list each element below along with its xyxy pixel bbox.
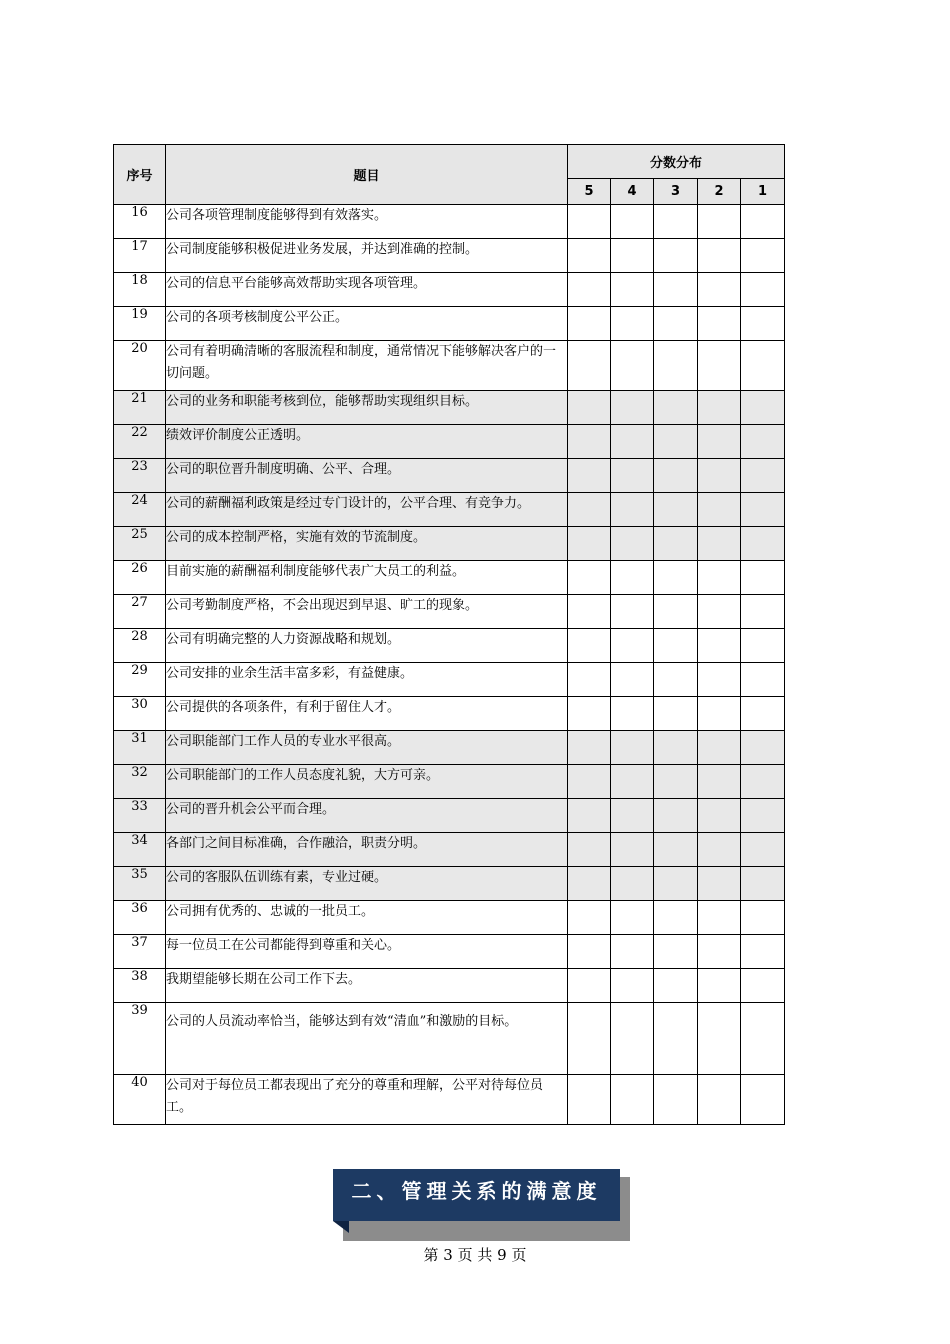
score-cell-2[interactable] <box>698 833 741 867</box>
score-cell-2[interactable] <box>698 629 741 663</box>
score-cell-2[interactable] <box>698 341 741 391</box>
score-cell-5[interactable] <box>568 1075 611 1125</box>
score-cell-1[interactable] <box>741 799 785 833</box>
score-cell-3[interactable] <box>654 527 698 561</box>
score-cell-5[interactable] <box>568 561 611 595</box>
score-cell-4[interactable] <box>611 459 654 493</box>
score-header-4: 4 <box>611 179 654 205</box>
table-row <box>114 391 785 425</box>
score-cell-2[interactable] <box>698 425 741 459</box>
score-cell-1[interactable] <box>741 459 785 493</box>
question-header: 题目 <box>166 145 568 205</box>
score-header-2: 2 <box>698 179 741 205</box>
row-number: 30 <box>114 697 166 731</box>
score-cell-2[interactable] <box>698 731 741 765</box>
score-cell-3[interactable] <box>654 969 698 1003</box>
question-text: 公司考勤制度严格，不会出现迟到早退、旷工的现象。 <box>166 595 568 629</box>
score-cell-5[interactable] <box>568 273 611 307</box>
score-cell-3[interactable] <box>654 629 698 663</box>
score-header-3: 3 <box>654 179 698 205</box>
score-cell-1[interactable] <box>741 1075 785 1125</box>
score-cell-5[interactable] <box>568 867 611 901</box>
score-cell-4[interactable] <box>611 901 654 935</box>
score-cell-3[interactable] <box>654 425 698 459</box>
row-number: 26 <box>114 561 166 595</box>
question-text: 公司拥有优秀的、忠诚的一批员工。 <box>166 901 568 935</box>
score-cell-3[interactable] <box>654 697 698 731</box>
question-text: 公司有着明确清晰的客服流程和制度，通常情况下能够解决客户的一切问题。 <box>166 341 568 391</box>
table-row <box>114 459 785 493</box>
table-row <box>114 901 785 935</box>
score-cell-2[interactable] <box>698 697 741 731</box>
score-cell-3[interactable] <box>654 867 698 901</box>
score-cell-4[interactable] <box>611 697 654 731</box>
score-cell-5[interactable] <box>568 341 611 391</box>
score-cell-3[interactable] <box>654 561 698 595</box>
row-number: 23 <box>114 459 166 493</box>
score-cell-3[interactable] <box>654 663 698 697</box>
score-cell-1[interactable] <box>741 561 785 595</box>
score-cell-3[interactable] <box>654 1003 698 1075</box>
score-cell-2[interactable] <box>698 273 741 307</box>
score-cell-4[interactable] <box>611 239 654 273</box>
score-cell-2[interactable] <box>698 1003 741 1075</box>
row-number: 34 <box>114 833 166 867</box>
question-text: 我期望能够长期在公司工作下去。 <box>166 969 568 1003</box>
score-cell-4[interactable] <box>611 273 654 307</box>
score-cell-3[interactable] <box>654 239 698 273</box>
row-number: 38 <box>114 969 166 1003</box>
score-cell-5[interactable] <box>568 1003 611 1075</box>
score-cell-3[interactable] <box>654 307 698 341</box>
score-cell-5[interactable] <box>568 425 611 459</box>
score-cell-5[interactable] <box>568 765 611 799</box>
score-cell-1[interactable] <box>741 1003 785 1075</box>
score-cell-4[interactable] <box>611 833 654 867</box>
score-cell-4[interactable] <box>611 493 654 527</box>
score-cell-1[interactable] <box>741 663 785 697</box>
score-cell-3[interactable] <box>654 341 698 391</box>
score-cell-2[interactable] <box>698 969 741 1003</box>
score-cell-1[interactable] <box>741 833 785 867</box>
score-cell-5[interactable] <box>568 493 611 527</box>
score-cell-2[interactable] <box>698 307 741 341</box>
score-header-5: 5 <box>568 179 611 205</box>
score-cell-4[interactable] <box>611 341 654 391</box>
score-cell-1[interactable] <box>741 935 785 969</box>
score-cell-3[interactable] <box>654 205 698 239</box>
score-cell-5[interactable] <box>568 731 611 765</box>
score-cell-2[interactable] <box>698 799 741 833</box>
table-row <box>114 493 785 527</box>
table-row <box>114 697 785 731</box>
score-cell-1[interactable] <box>741 341 785 391</box>
score-cell-3[interactable] <box>654 493 698 527</box>
row-number: 29 <box>114 663 166 697</box>
score-cell-1[interactable] <box>741 425 785 459</box>
row-number: 28 <box>114 629 166 663</box>
score-cell-4[interactable] <box>611 595 654 629</box>
section-banner: 二、管理关系的满意度 <box>333 1169 620 1221</box>
score-cell-5[interactable] <box>568 527 611 561</box>
score-cell-4[interactable] <box>611 205 654 239</box>
score-cell-2[interactable] <box>698 527 741 561</box>
score-cell-1[interactable] <box>741 205 785 239</box>
score-cell-3[interactable] <box>654 1075 698 1125</box>
score-cell-4[interactable] <box>611 867 654 901</box>
table-row <box>114 273 785 307</box>
table-row <box>114 595 785 629</box>
question-text: 公司的业务和职能考核到位，能够帮助实现组织目标。 <box>166 391 568 425</box>
table-row <box>114 425 785 459</box>
score-cell-1[interactable] <box>741 493 785 527</box>
score-cell-2[interactable] <box>698 595 741 629</box>
row-number: 37 <box>114 935 166 969</box>
row-number: 36 <box>114 901 166 935</box>
row-number: 20 <box>114 341 166 391</box>
question-text: 公司对于每位员工都表现出了充分的尊重和理解，公平对待每位员工。 <box>166 1075 568 1125</box>
score-cell-2[interactable] <box>698 391 741 425</box>
question-text: 公司有明确完整的人力资源战略和规划。 <box>166 629 568 663</box>
table-row <box>114 663 785 697</box>
score-cell-4[interactable] <box>611 799 654 833</box>
score-cell-3[interactable] <box>654 799 698 833</box>
table-row <box>114 239 785 273</box>
row-number: 32 <box>114 765 166 799</box>
question-text: 每一位员工在公司都能得到尊重和关心。 <box>166 935 568 969</box>
row-number: 19 <box>114 307 166 341</box>
score-cell-3[interactable] <box>654 935 698 969</box>
table-row <box>114 969 785 1003</box>
score-cell-4[interactable] <box>611 307 654 341</box>
score-cell-1[interactable] <box>741 273 785 307</box>
score-cell-1[interactable] <box>741 307 785 341</box>
score-cell-1[interactable] <box>741 867 785 901</box>
score-cell-5[interactable] <box>568 799 611 833</box>
question-text: 公司各项管理制度能够得到有效落实。 <box>166 205 568 239</box>
question-text: 公司提供的各项条件，有利于留住人才。 <box>166 697 568 731</box>
score-cell-4[interactable] <box>611 425 654 459</box>
score-cell-2[interactable] <box>698 561 741 595</box>
table-row <box>114 867 785 901</box>
question-text: 公司的职位晋升制度明确、公平、合理。 <box>166 459 568 493</box>
question-text: 公司的薪酬福利政策是经过专门设计的，公平合理、有竞争力。 <box>166 493 568 527</box>
score-cell-3[interactable] <box>654 595 698 629</box>
table-row <box>114 731 785 765</box>
score-cell-5[interactable] <box>568 833 611 867</box>
score-cell-4[interactable] <box>611 629 654 663</box>
score-cell-2[interactable] <box>698 663 741 697</box>
table-row <box>114 765 785 799</box>
table-row <box>114 799 785 833</box>
score-cell-5[interactable] <box>568 697 611 731</box>
survey-table <box>113 144 785 1125</box>
score-cell-5[interactable] <box>568 307 611 341</box>
table-row <box>114 1003 785 1075</box>
score-header-1: 1 <box>741 179 785 205</box>
score-cell-4[interactable] <box>611 663 654 697</box>
question-text: 公司的晋升机会公平而合理。 <box>166 799 568 833</box>
question-text: 公司的成本控制严格，实施有效的节流制度。 <box>166 527 568 561</box>
table-row <box>114 307 785 341</box>
score-cell-1[interactable] <box>741 391 785 425</box>
score-cell-2[interactable] <box>698 493 741 527</box>
score-cell-3[interactable] <box>654 765 698 799</box>
question-text: 公司的信息平台能够高效帮助实现各项管理。 <box>166 273 568 307</box>
row-number: 40 <box>114 1075 166 1125</box>
page-footer: 第 3 页 共 9 页 <box>423 1246 527 1264</box>
table-row <box>114 561 785 595</box>
score-cell-1[interactable] <box>741 901 785 935</box>
question-text: 公司的各项考核制度公平公正。 <box>166 307 568 341</box>
score-cell-5[interactable] <box>568 205 611 239</box>
row-number: 22 <box>114 425 166 459</box>
score-cell-2[interactable] <box>698 765 741 799</box>
score-cell-4[interactable] <box>611 969 654 1003</box>
question-text: 公司安排的业余生活丰富多彩，有益健康。 <box>166 663 568 697</box>
score-group-header: 分数分布 <box>568 145 785 179</box>
row-number: 33 <box>114 799 166 833</box>
score-cell-3[interactable] <box>654 901 698 935</box>
row-number: 27 <box>114 595 166 629</box>
score-cell-4[interactable] <box>611 391 654 425</box>
question-text: 公司的人员流动率恰当，能够达到有效“清血”和激励的目标。 <box>166 1003 568 1075</box>
score-cell-5[interactable] <box>568 629 611 663</box>
row-number: 39 <box>114 1003 166 1075</box>
row-number: 25 <box>114 527 166 561</box>
score-cell-5[interactable] <box>568 901 611 935</box>
score-cell-5[interactable] <box>568 239 611 273</box>
score-cell-5[interactable] <box>568 935 611 969</box>
question-text: 目前实施的薪酬福利制度能够代表广大员工的利益。 <box>166 561 568 595</box>
score-cell-5[interactable] <box>568 595 611 629</box>
score-cell-3[interactable] <box>654 833 698 867</box>
question-rows <box>114 205 785 1125</box>
score-cell-4[interactable] <box>611 765 654 799</box>
table-row <box>114 833 785 867</box>
score-cell-1[interactable] <box>741 629 785 663</box>
question-text: 各部门之间目标准确，合作融洽，职责分明。 <box>166 833 568 867</box>
question-text: 公司的客服队伍训练有素，专业过硬。 <box>166 867 568 901</box>
score-cell-2[interactable] <box>698 205 741 239</box>
table-row <box>114 629 785 663</box>
score-cell-5[interactable] <box>568 459 611 493</box>
table-row <box>114 341 785 391</box>
score-cell-2[interactable] <box>698 459 741 493</box>
row-number: 18 <box>114 273 166 307</box>
row-number: 31 <box>114 731 166 765</box>
score-cell-3[interactable] <box>654 731 698 765</box>
score-cell-1[interactable] <box>741 595 785 629</box>
table-row <box>114 205 785 239</box>
score-cell-1[interactable] <box>741 527 785 561</box>
score-cell-4[interactable] <box>611 527 654 561</box>
score-cell-1[interactable] <box>741 731 785 765</box>
score-cell-5[interactable] <box>568 663 611 697</box>
score-cell-3[interactable] <box>654 459 698 493</box>
row-number: 17 <box>114 239 166 273</box>
score-cell-4[interactable] <box>611 731 654 765</box>
index-header: 序号 <box>114 145 166 205</box>
score-cell-3[interactable] <box>654 391 698 425</box>
score-cell-4[interactable] <box>611 935 654 969</box>
row-number: 24 <box>114 493 166 527</box>
question-text: 公司职能部门的工作人员态度礼貌，大方可亲。 <box>166 765 568 799</box>
question-text: 公司制度能够积极促进业务发展，并达到准确的控制。 <box>166 239 568 273</box>
score-cell-3[interactable] <box>654 273 698 307</box>
table-row <box>114 1075 785 1125</box>
table-row <box>114 935 785 969</box>
score-cell-1[interactable] <box>741 969 785 1003</box>
score-cell-4[interactable] <box>611 1003 654 1075</box>
score-cell-1[interactable] <box>741 239 785 273</box>
banner-fold <box>333 1221 349 1233</box>
row-number: 16 <box>114 205 166 239</box>
score-cell-4[interactable] <box>611 1075 654 1125</box>
score-cell-5[interactable] <box>568 391 611 425</box>
score-cell-2[interactable] <box>698 239 741 273</box>
table-row <box>114 527 785 561</box>
score-cell-2[interactable] <box>698 935 741 969</box>
score-cell-2[interactable] <box>698 867 741 901</box>
score-cell-2[interactable] <box>698 1075 741 1125</box>
score-cell-4[interactable] <box>611 561 654 595</box>
question-text: 绩效评价制度公正透明。 <box>166 425 568 459</box>
row-number: 21 <box>114 391 166 425</box>
score-cell-1[interactable] <box>741 697 785 731</box>
row-number: 35 <box>114 867 166 901</box>
score-cell-5[interactable] <box>568 969 611 1003</box>
score-cell-1[interactable] <box>741 765 785 799</box>
score-cell-2[interactable] <box>698 901 741 935</box>
question-text: 公司职能部门工作人员的专业水平很高。 <box>166 731 568 765</box>
